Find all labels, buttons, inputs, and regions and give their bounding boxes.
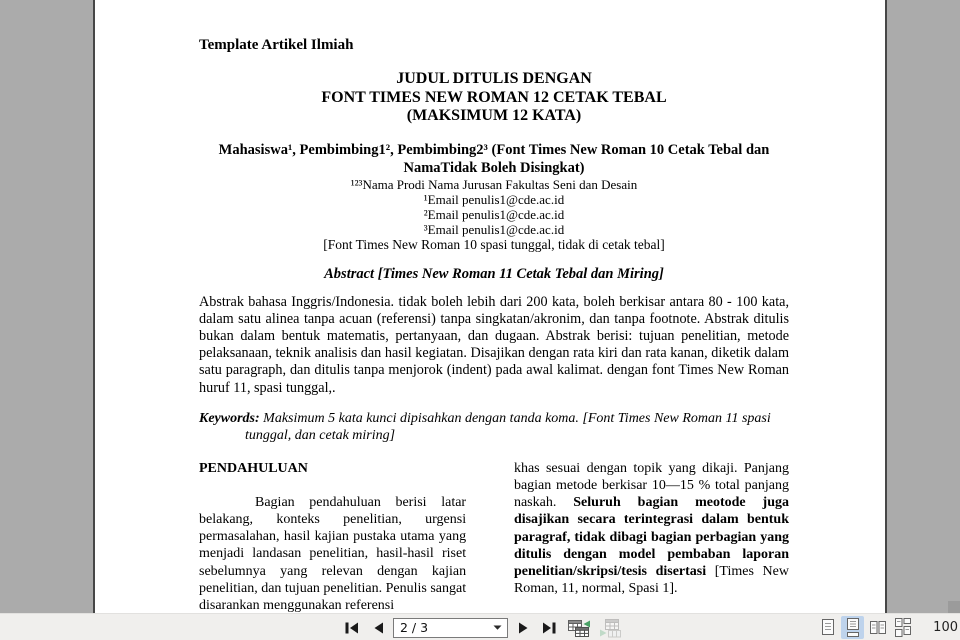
- page-navigation-group: [341, 614, 624, 640]
- keywords-block: [199, 410, 789, 444]
- first-page-button[interactable]: [341, 617, 363, 639]
- authors-line-2: NamaTidak Boleh Disingkat): [403, 159, 585, 176]
- left-column-paragraph: Bagian pendahuluan berisi latar belakang, konteks penelitian, urgensi permasalahan, hasil kajian pustaka utama yang menjadi landasan penelitian, hasil-hasil riset sebelumnya yang relevan dengan kajian penelitian, dan tujuan penelitian. Penulis sangat disarankan menggunakan referensi: [199, 494, 467, 613]
- authors-line-1: Mahasiswa¹, Pembimbing1², Pembimbing2³ (Font Times New Roman 10 Cetak Tebal dan: [218, 141, 770, 158]
- table-forward-button[interactable]: [598, 617, 624, 639]
- email-line-2: ²Email penulis1@cde.ac.id: [423, 206, 565, 222]
- page-content: [95, 0, 885, 613]
- keywords-text: Maksimum 5 kata kunci dipisahkan dengan tanda koma. [Font Times New Roman 11 spasi tunggal, dan cetak miring]: [245, 410, 771, 443]
- single-page-view-button[interactable]: [816, 616, 839, 639]
- previous-page-icon: [373, 622, 384, 634]
- title-line-3: (MAKSIMUM 12 KATA): [406, 107, 582, 124]
- column-gap: [466, 460, 514, 613]
- email-line-3: ³Email penulis1@cde.ac.id: [423, 221, 565, 237]
- scrollbar-corner: [948, 601, 960, 613]
- facing-continuous-view-icon: [894, 618, 912, 637]
- right-column-paragraph: [514, 460, 789, 598]
- table-arrow-left-icon: [567, 618, 591, 638]
- authors-block: [199, 141, 789, 177]
- font-note-line: [Font Times New Roman 10 spasi tunggal, tidak di cetak tebal]: [323, 236, 665, 252]
- document-page: [93, 0, 887, 613]
- two-column-section: [199, 460, 789, 613]
- abstract-heading: Abstract [Times New Roman 11 Cetak Tebal dan Miring]: [324, 265, 664, 282]
- view-layout-group: [816, 614, 958, 640]
- last-page-button[interactable]: [538, 617, 560, 639]
- single-page-view-icon: [820, 618, 836, 637]
- continuous-view-button[interactable]: [841, 616, 864, 639]
- running-header: Template Artikel Ilmiah: [199, 37, 354, 53]
- next-page-button[interactable]: [512, 617, 534, 639]
- page-indicator: 2 / 3: [400, 620, 429, 635]
- abstract-paragraph: Abstrak bahasa Inggris/Indonesia. tidak boleh lebih dari 200 kata, boleh berkisar antara 80 - 100 kata, dalam satu alinea tanpa acuan (referensi) tanpa singkatan/akronim, dan tanpa footnote. Abstrak ditulis bukan dalam bentuk matematis, pertanyaan, dan dugaan. Abstrak berisi: tujuan penelitian, metode pelaksanaan, teknik analisis dan hasil kegiatan. Disajikan dengan rata kiri dan rata kanan, diketik dalam satu paragraph, dan ditulis tanpa menjorok (indent) pada awal kalimat. dengan font Times New Roman huruf 11, spasi tunggal,.: [199, 293, 789, 396]
- facing-pages-view-icon: [869, 618, 887, 637]
- next-page-icon: [518, 622, 529, 634]
- statusbar: [0, 613, 960, 640]
- last-page-icon: [542, 622, 556, 634]
- title-line-1: JUDUL DITULIS DENGAN: [396, 70, 592, 87]
- first-page-icon: [345, 622, 359, 634]
- table-arrow-right-icon: [599, 618, 623, 638]
- section-heading-pendahuluan: PENDAHULUAN: [199, 460, 308, 476]
- previous-page-button[interactable]: [367, 617, 389, 639]
- table-back-button[interactable]: [566, 617, 592, 639]
- left-column: [199, 460, 466, 613]
- affiliation-line: ¹²³Nama Prodi Nama Jurusan Fakultas Seni dan Desain: [350, 176, 638, 192]
- page-number-select[interactable]: [393, 618, 508, 638]
- right-column: [514, 460, 789, 613]
- email-line-1: ¹Email penulis1@cde.ac.id: [423, 191, 565, 207]
- keywords-label: Keywords:: [199, 410, 260, 426]
- right-column-run-1: khas sesuai dengan topik yang dikaji. Panjang bagian metode berkisar 10—15 % total panjang naskah.: [513, 460, 789, 511]
- continuous-view-icon: [845, 618, 861, 637]
- zoom-level[interactable]: 100: [933, 620, 958, 635]
- facing-continuous-view-button[interactable]: [891, 616, 914, 639]
- article-title: [199, 70, 789, 126]
- facing-pages-view-button[interactable]: [866, 616, 889, 639]
- title-line-2: FONT TIMES NEW ROMAN 12 CETAK TEBAL: [321, 88, 667, 106]
- chevron-down-icon: [493, 625, 502, 630]
- right-column-bold-run: Seluruh bagian meotode juga disajikan secara terintegrasi dalam bentuk paragraf, tidak dibagi bagian perbagian yang ditulis dengan model pembaban laporan penelitian/skripsi/tesis disertasi: [513, 495, 789, 579]
- right-column-run-2: [Times New Roman, 11, normal, Spasi 1].: [513, 563, 789, 597]
